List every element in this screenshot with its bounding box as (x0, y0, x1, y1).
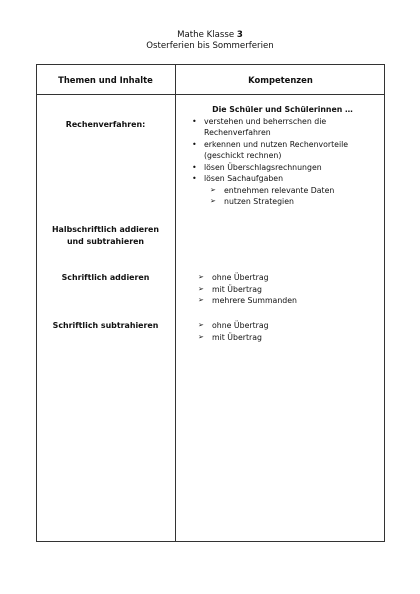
arrow-bullet-icon: ➢ (198, 332, 204, 341)
list-item: ➢ ohne Übertrag (198, 273, 269, 282)
competencies-heading: Die Schüler und Schülerinnen … (212, 105, 353, 114)
arrow-bullet-icon: ➢ (198, 284, 204, 293)
list-item: ➢ mit Übertrag (198, 284, 262, 294)
subtrahieren-competencies (176, 320, 385, 343)
subtrahieren-list (176, 320, 385, 343)
addieren-list (176, 272, 385, 307)
arrow-bullet-icon: ➢ (198, 296, 204, 304)
bullet-dot-icon: • (192, 174, 197, 183)
table-border-bottom (36, 541, 385, 542)
arrow-bullet-icon: ➢ (210, 197, 216, 205)
sachaufgaben-sublist (176, 185, 385, 208)
table-border-left (36, 64, 37, 542)
document-title (0, 30, 420, 41)
column-header-competencies: Kompetenzen (248, 74, 313, 85)
arrow-bullet-icon: ➢ (210, 185, 216, 194)
list-item: ➢ entnehmen relevante Daten (210, 185, 335, 195)
competencies-list (176, 116, 385, 185)
list-item: ➢ nutzen Strategien (210, 197, 294, 206)
bullet-dot-icon: • (192, 116, 197, 126)
topic-rechenverfahren: Rechenverfahren: (65, 120, 146, 129)
document-subtitle: Osterferien bis Sommerferien (146, 41, 274, 51)
column-header-topics: Themen und Inhalte (58, 74, 153, 85)
topic-schriftlich-addieren: Schriftlich addieren (61, 273, 150, 282)
list-item: ➢ mehrere Summanden (198, 296, 297, 305)
topic-schriftlich-subtrahieren: Schriftlich subtrahieren (52, 321, 159, 330)
topic-halbschriftlich: Halbschriftlich addieren und subtrahieren (51, 225, 160, 246)
list-item: ➢ ohne Übertrag (198, 321, 269, 330)
curriculum-table (36, 64, 385, 542)
list-item: • lösen Sachaufgaben (192, 174, 284, 183)
arrow-bullet-icon: ➢ (198, 273, 204, 281)
list-item: • erkennen und nutzen Rechenvorteile (geschickt rechnen) (192, 139, 349, 160)
list-item: • verstehen und beherrschen die Rechenverfahren (192, 116, 327, 137)
list-item: ➢ mit Übertrag (198, 332, 262, 342)
list-item: • lösen Überschlagsrechnungen (192, 162, 322, 172)
grade-number: 3 (236, 30, 243, 40)
competencies-block (176, 104, 385, 208)
bullet-dot-icon: • (192, 162, 197, 172)
bullet-dot-icon: • (192, 139, 197, 149)
arrow-bullet-icon: ➢ (198, 321, 204, 329)
addieren-competencies (176, 272, 385, 307)
title-prefix: Mathe Klasse (177, 30, 237, 40)
